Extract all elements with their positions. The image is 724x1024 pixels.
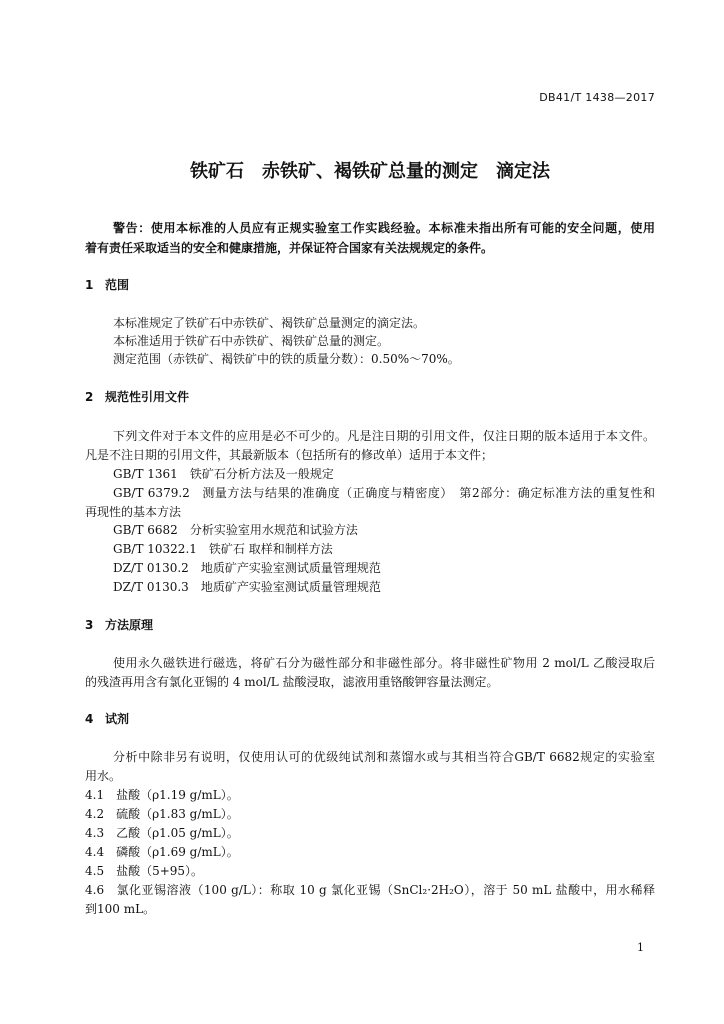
reference-entry: [113, 560, 655, 576]
reference-entry: [113, 579, 655, 595]
paragraph-line: 本标准适用于铁矿石中赤铁矿、褐铁矿总量的测定。: [113, 334, 390, 348]
reference-code: GB/T 6379.2: [113, 486, 190, 500]
paragraph-line: 测定范围（赤铁矿、褐铁矿中的铁的质量分数）：0.50%～70%。: [113, 352, 460, 366]
section-number: 2: [85, 390, 94, 404]
page-number: 1: [637, 941, 644, 954]
document-number: DB41/T 1438—2017: [539, 91, 655, 104]
item-text: 盐酸（5+95）。: [116, 864, 204, 878]
section-number: 4: [85, 712, 94, 726]
reference-title: 地质矿产实验室测试质量管理规范: [200, 580, 381, 594]
reference-entry: [113, 466, 655, 482]
paragraph-line: 用水。: [85, 769, 122, 783]
item-number: 4.5: [85, 864, 105, 878]
reference-title: 分析实验室用水规范和试验方法: [189, 523, 358, 537]
warning-line: 警告：使用本标准的人员应有正规实验室工作实践经验。本标准未指出所有可能的安全问题，使用: [113, 221, 655, 235]
paragraph-line: 本标准规定了铁矿石中赤铁矿、褐铁矿总量测定的滴定法。: [113, 316, 426, 330]
reference-code: DZ/T 0130.3: [113, 580, 189, 594]
reagent-item: [85, 882, 655, 898]
paragraph-line: 分析中除非另有说明，仅使用认可的优级纯试剂和蒸馏水或与其相当符合GB/T 6682规定的实验室: [113, 750, 655, 764]
item-number: 4.2: [85, 807, 105, 821]
item-number: 4.6: [85, 883, 105, 897]
item-number: 4.4: [85, 845, 105, 859]
section-heading-reagents: [85, 711, 655, 727]
document-title: 铁矿石 赤铁矿、褐铁矿总量的测定 滴定法: [190, 161, 550, 182]
item-text: 磷酸（ρ1.69 g/mL）。: [116, 845, 239, 859]
reference-code: GB/T 6682: [113, 523, 178, 537]
reference-title: 铁矿石 取样和制样方法: [208, 542, 333, 556]
item-text: 盐酸（ρ1.19 g/mL）。: [116, 788, 239, 802]
paragraph-line: 下列文件对于本文件的应用是必不可少的。凡是注日期的引用文件，仅注日期的版本适用于本文件。: [113, 429, 655, 443]
reagent-item: [85, 806, 655, 822]
section-heading-method-principle: [85, 617, 655, 633]
reagent-item: [85, 844, 655, 860]
section-number: 1: [85, 278, 94, 292]
paragraph-line: 的残渣再用含有氯化亚锡的 4 mol/L 盐酸浸取，滤液用重铬酸钾容量法测定。: [85, 675, 499, 689]
reference-entry: [113, 522, 655, 538]
item-text-continuation: 到100 mL。: [85, 902, 156, 916]
reference-code: DZ/T 0130.2: [113, 561, 189, 575]
item-number: 4.3: [85, 826, 105, 840]
section-heading-normative-references: [85, 389, 655, 405]
section-title: 方法原理: [105, 618, 154, 632]
paragraph-line: 凡是不注日期的引用文件，其最新版本（包括所有的修改单）适用于本文件；: [85, 448, 494, 462]
reference-title-continuation: 再现性的基本方法: [85, 505, 182, 519]
section-title: 试剂: [105, 712, 130, 726]
reference-code: GB/T 1361: [113, 467, 178, 481]
reference-title: 铁矿石分析方法及一般规定: [189, 467, 334, 481]
reagent-item: [85, 825, 655, 841]
item-number: 4.1: [85, 788, 105, 802]
section-number: 3: [85, 618, 94, 632]
reference-entry: [113, 541, 655, 557]
reference-entry: [113, 485, 655, 501]
reagent-item: [85, 863, 655, 879]
section-heading-scope: [85, 277, 655, 293]
reference-code: GB/T 10322.1: [113, 542, 197, 556]
section-title: 范围: [105, 278, 130, 292]
item-text: 氯化亚锡溶液（100 g/L）：称取 10 g 氯化亚锡（SnCl₂·2H₂O），溶于 50 mL 盐酸中，用水稀释: [116, 883, 655, 897]
item-text: 乙酸（ρ1.05 g/mL）。: [116, 826, 239, 840]
item-text: 硫酸（ρ1.83 g/mL）。: [116, 807, 239, 821]
section-title: 规范性引用文件: [105, 390, 190, 404]
reference-title: 地质矿产实验室测试质量管理规范: [200, 561, 381, 575]
reference-title: 测量方法与结果的准确度（正确度与精密度） 第2部分：确定标准方法的重复性和: [201, 486, 655, 500]
paragraph-line: 使用永久磁铁进行磁选，将矿石分为磁性部分和非磁性部分。将非磁性矿物用 2 mol/L 乙酸浸取后: [113, 656, 655, 670]
reagent-item: [85, 787, 655, 803]
warning-line: 着有责任采取适当的安全和健康措施，并保证符合国家有关法规规定的条件。: [85, 241, 494, 255]
